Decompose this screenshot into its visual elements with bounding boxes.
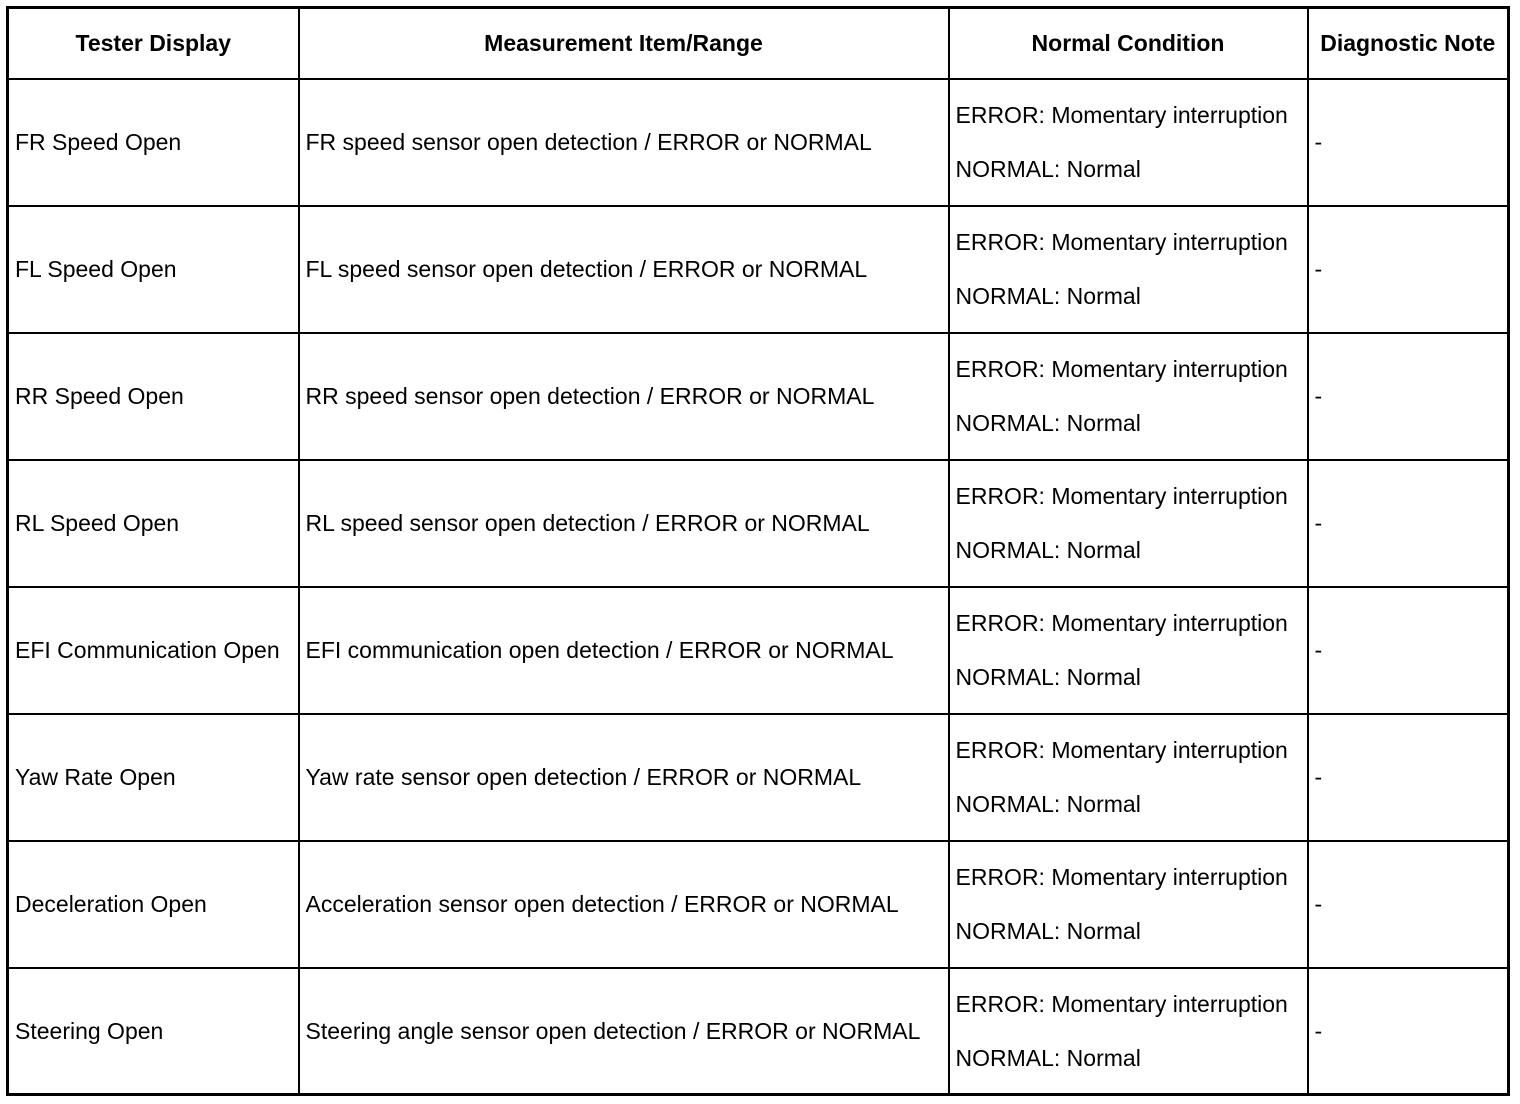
diagnostic-note-cell: - [1308, 333, 1509, 460]
table-row [8, 841, 1509, 968]
header-tester-display: Tester Display [8, 8, 299, 79]
diagnostic-note-cell: - [1308, 968, 1509, 1095]
condition-error-text: ERROR: Momentary interruption [955, 990, 1288, 1017]
normal-condition-cell [949, 714, 1308, 841]
tester-display-cell: FR Speed Open [8, 79, 299, 206]
condition-normal-text: NORMAL: Normal [955, 283, 1141, 309]
measurement-cell: RR speed sensor open detection / ERROR or NORMAL [299, 333, 949, 460]
normal-condition-cell [949, 841, 1308, 968]
diagnostic-note-cell: - [1308, 79, 1509, 206]
tester-display-cell: Deceleration Open [8, 841, 299, 968]
diagnostic-data-table [6, 6, 1510, 1096]
table-row [8, 968, 1509, 1095]
condition-normal-text: NORMAL: Normal [955, 1044, 1141, 1071]
condition-error-text: ERROR: Momentary interruption [955, 610, 1288, 636]
tester-display-cell: RL Speed Open [8, 460, 299, 587]
measurement-cell: Steering angle sensor open detection / ERROR or NORMAL [299, 968, 949, 1095]
tester-display-cell: RR Speed Open [8, 333, 299, 460]
normal-condition-cell [949, 587, 1308, 714]
normal-condition-cell [949, 968, 1308, 1095]
measurement-cell: FR speed sensor open detection / ERROR or NORMAL [299, 79, 949, 206]
normal-condition-cell [949, 206, 1308, 333]
diagnostic-note-cell: - [1308, 460, 1509, 587]
measurement-cell: RL speed sensor open detection / ERROR or NORMAL [299, 460, 949, 587]
table-row [8, 333, 1509, 460]
tester-display-cell: Yaw Rate Open [8, 714, 299, 841]
table-header-row [8, 8, 1509, 79]
condition-normal-text: NORMAL: Normal [955, 918, 1141, 944]
table-row [8, 714, 1509, 841]
condition-error-text: ERROR: Momentary interruption [955, 102, 1288, 128]
tester-display-cell: FL Speed Open [8, 206, 299, 333]
diagnostic-note-cell: - [1308, 714, 1509, 841]
measurement-cell: Yaw rate sensor open detection / ERROR or NORMAL [299, 714, 949, 841]
condition-normal-text: NORMAL: Normal [955, 156, 1141, 182]
condition-error-text: ERROR: Momentary interruption [955, 864, 1288, 890]
tester-display-cell: Steering Open [8, 968, 299, 1095]
condition-error-text: ERROR: Momentary interruption [955, 483, 1288, 509]
measurement-cell: EFI communication open detection / ERROR or NORMAL [299, 587, 949, 714]
condition-normal-text: NORMAL: Normal [955, 537, 1141, 563]
condition-error-text: ERROR: Momentary interruption [955, 356, 1288, 382]
condition-normal-text: NORMAL: Normal [955, 791, 1141, 817]
condition-error-text: ERROR: Momentary interruption [955, 737, 1288, 763]
condition-error-text: ERROR: Momentary interruption [955, 229, 1288, 255]
normal-condition-cell [949, 333, 1308, 460]
table-row [8, 79, 1509, 206]
table-row [8, 206, 1509, 333]
diagnostic-note-cell: - [1308, 206, 1509, 333]
condition-normal-text: NORMAL: Normal [955, 410, 1141, 436]
diagnostic-note-cell: - [1308, 587, 1509, 714]
diagnostic-note-cell: - [1308, 841, 1509, 968]
normal-condition-cell [949, 460, 1308, 587]
tester-display-cell: EFI Communication Open [8, 587, 299, 714]
condition-normal-text: NORMAL: Normal [955, 664, 1141, 690]
header-normal-condition: Normal Condition [949, 8, 1308, 79]
header-diagnostic-note: Diagnostic Note [1308, 8, 1509, 79]
normal-condition-cell [949, 79, 1308, 206]
table-row [8, 460, 1509, 587]
measurement-cell: Acceleration sensor open detection / ERROR or NORMAL [299, 841, 949, 968]
table-row [8, 587, 1509, 714]
measurement-cell: FL speed sensor open detection / ERROR or NORMAL [299, 206, 949, 333]
header-measurement-item-range: Measurement Item/Range [299, 8, 949, 79]
